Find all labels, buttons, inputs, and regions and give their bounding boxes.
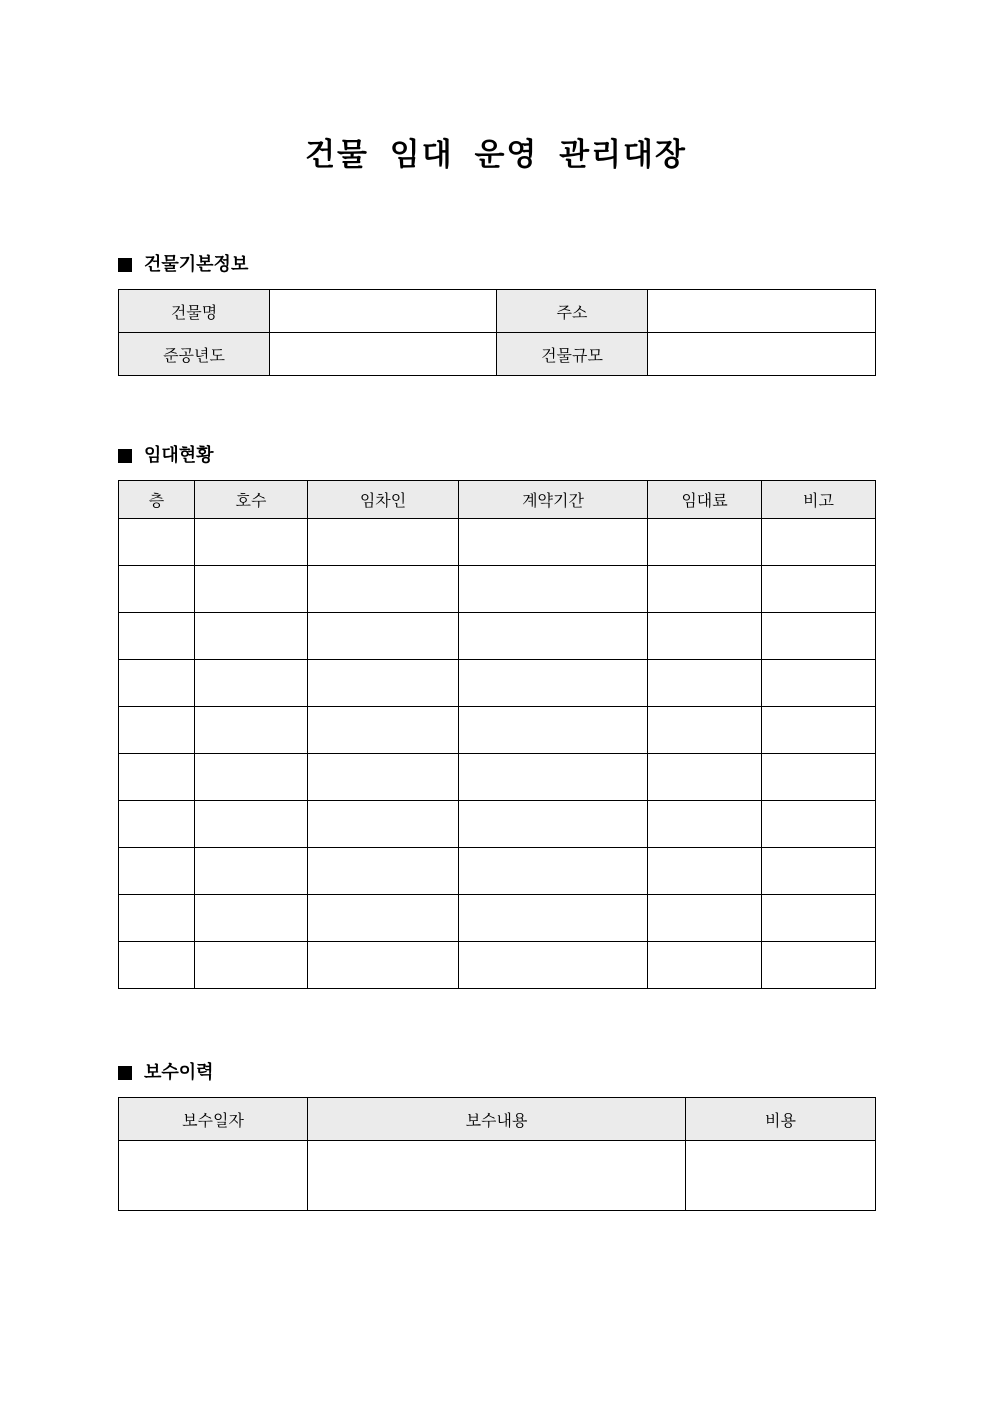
table-cell[interactable] [195,848,308,895]
table-cell[interactable] [648,848,762,895]
label-building-scale: 건물규모 [497,333,648,376]
table-cell[interactable] [119,848,195,895]
table-row [119,801,876,848]
table-cell[interactable] [308,1141,686,1211]
section-heading-rental-label: 임대현황 [144,445,214,466]
table-cell[interactable] [195,895,308,942]
table-cell[interactable] [119,707,195,754]
table-cell[interactable] [762,613,876,660]
square-bullet-icon [118,449,132,463]
column-header-floor: 층 [119,481,195,519]
table-cell[interactable] [762,519,876,566]
table-cell[interactable] [195,613,308,660]
table-cell[interactable] [119,1141,308,1211]
table-cell[interactable] [762,801,876,848]
table-cell[interactable] [308,848,459,895]
column-header-cost: 비용 [686,1098,876,1141]
column-header-tenant: 임차인 [308,481,459,519]
table-cell[interactable] [459,519,648,566]
table-cell[interactable] [195,566,308,613]
table-cell[interactable] [459,942,648,989]
table-cell[interactable] [762,660,876,707]
section-heading-rental [118,444,214,468]
square-bullet-icon [118,258,132,272]
repair-history-table [118,1097,876,1211]
table-cell[interactable] [119,801,195,848]
table-row [119,613,876,660]
column-header-unit: 호수 [195,481,308,519]
table-cell[interactable] [308,942,459,989]
section-heading-basic [118,253,248,277]
table-row [119,754,876,801]
table-row [119,895,876,942]
column-header-remarks: 비고 [762,481,876,519]
table-cell[interactable] [686,1141,876,1211]
table-cell[interactable] [648,754,762,801]
table-cell[interactable] [195,660,308,707]
completion-year-field[interactable] [270,333,497,376]
table-cell[interactable] [648,942,762,989]
address-field[interactable] [648,290,876,333]
table-cell[interactable] [308,660,459,707]
table-cell[interactable] [648,707,762,754]
column-header-repair-date: 보수일자 [119,1098,308,1141]
table-cell[interactable] [648,895,762,942]
label-completion-year: 준공년도 [119,333,270,376]
table-cell[interactable] [308,519,459,566]
table-cell[interactable] [762,895,876,942]
table-cell[interactable] [648,660,762,707]
table-row [119,1141,876,1211]
section-heading-repair [118,1061,214,1085]
table-cell[interactable] [195,754,308,801]
table-cell[interactable] [648,613,762,660]
table-cell[interactable] [119,942,195,989]
table-cell[interactable] [762,707,876,754]
table-cell[interactable] [119,519,195,566]
repair-table-body [119,1141,876,1211]
table-cell[interactable] [459,895,648,942]
building-scale-field[interactable] [648,333,876,376]
table-header-row [119,481,876,519]
table-cell[interactable] [762,566,876,613]
table-row [119,707,876,754]
table-cell[interactable] [308,801,459,848]
table-cell[interactable] [308,613,459,660]
table-cell[interactable] [648,566,762,613]
table-row [119,290,876,333]
column-header-rent: 임대료 [648,481,762,519]
table-cell[interactable] [762,848,876,895]
table-cell[interactable] [195,707,308,754]
table-row [119,519,876,566]
table-cell[interactable] [195,519,308,566]
building-name-field[interactable] [270,290,497,333]
table-cell[interactable] [308,754,459,801]
table-cell[interactable] [119,754,195,801]
table-cell[interactable] [459,848,648,895]
table-cell[interactable] [119,613,195,660]
table-cell[interactable] [119,660,195,707]
table-row [119,566,876,613]
table-cell[interactable] [119,566,195,613]
table-cell[interactable] [308,566,459,613]
table-cell[interactable] [459,707,648,754]
document-title: 건물 임대 운영 관리대장 [305,137,687,173]
table-cell[interactable] [459,801,648,848]
table-cell[interactable] [308,895,459,942]
table-cell[interactable] [762,754,876,801]
table-cell[interactable] [459,566,648,613]
table-cell[interactable] [648,801,762,848]
label-address: 주소 [497,290,648,333]
table-cell[interactable] [648,519,762,566]
rental-table-body [119,519,876,989]
table-cell[interactable] [459,613,648,660]
basic-info-table [118,289,876,376]
section-heading-basic-label: 건물기본정보 [144,254,249,275]
table-cell[interactable] [459,754,648,801]
table-cell[interactable] [459,660,648,707]
table-cell[interactable] [195,801,308,848]
table-row [119,660,876,707]
table-cell[interactable] [308,707,459,754]
table-cell[interactable] [762,942,876,989]
table-row [119,848,876,895]
section-heading-repair-label: 보수이력 [144,1062,214,1083]
square-bullet-icon [118,1066,132,1080]
column-header-repair-details: 보수내용 [308,1098,686,1141]
table-cell[interactable] [119,895,195,942]
table-cell[interactable] [195,942,308,989]
table-row [119,333,876,376]
table-row [119,942,876,989]
table-header-row [119,1098,876,1141]
rental-status-table [118,480,876,989]
column-header-contract-period: 계약기간 [459,481,648,519]
label-building-name: 건물명 [119,290,270,333]
